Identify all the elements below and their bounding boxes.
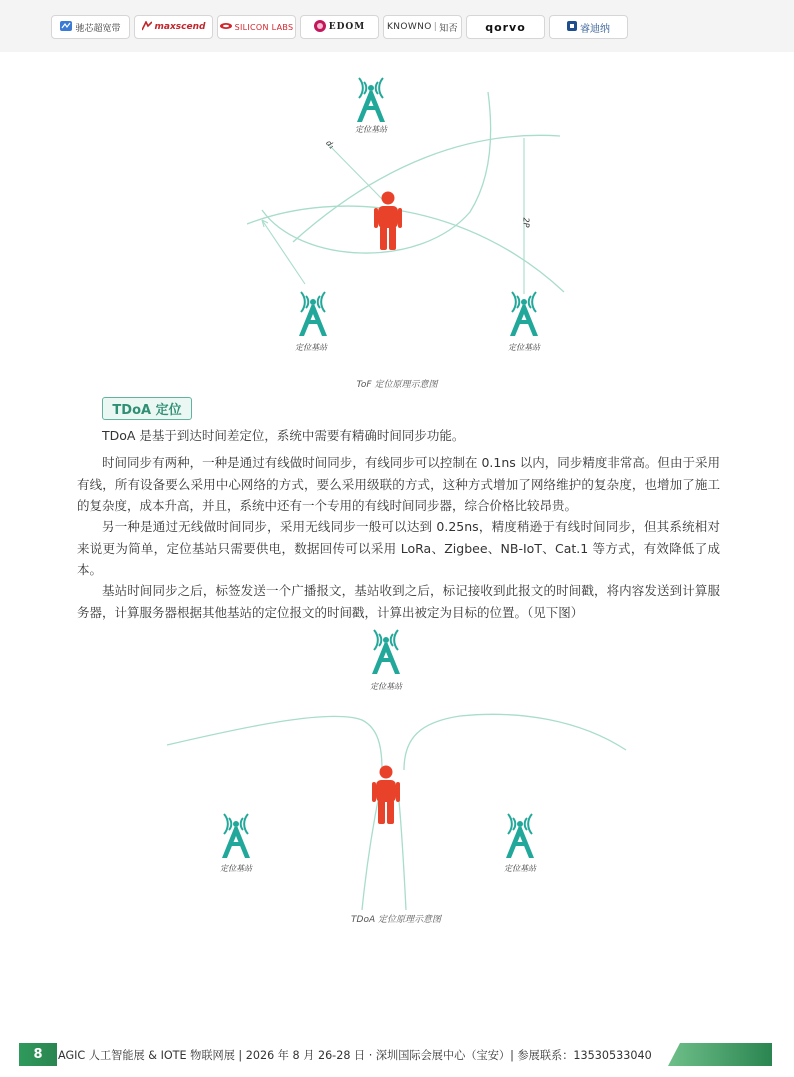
edom-logo-icon [314,20,326,35]
paragraph-wireless-sync: 另一种是通过无线做时间同步，采用无线同步一般可以达到 0.25ns，精度稍逊于有线时间同步，但其系统相对来说更为简单，定位基站只需要供电，数据回传可以采用 LoRa、Zigbee、NB-IoT、Cat.1 等方式，有效降低了成本。 [77,519,720,577]
page-number: 8 [19,1043,57,1066]
logo-silicon-labs: SILICON LABS [217,15,296,39]
tof-diagram-svg [0,52,794,397]
base-station-right-icon [510,292,538,336]
ruidina-logo-icon [567,21,577,34]
logo-qorvo: qorvo [466,15,545,39]
tower-label-left: 定位基站 [295,343,327,352]
tdoa-base-station-top-icon [372,630,400,674]
target-person-icon [374,192,402,251]
tower-label-top: 定位基站 [355,125,387,134]
distance-line-top [328,144,383,200]
range-arc-top [262,92,491,253]
base-station-top-icon [357,78,385,122]
tdoa-tower-label-right: 定位基站 [504,864,536,873]
page-footer [0,1043,794,1067]
tdoa-diagram-svg [0,610,794,930]
logo-chixin: 驰芯超宽带 [51,15,130,39]
paragraph-intro: TDoA 是基于到达时间差定位，系统中需要有精确时间同步功能。 [102,428,465,443]
logo-maxscend: maxscend [134,15,213,39]
tdoa-base-station-left-icon [222,814,250,858]
footer-accent-bar [668,1043,772,1066]
hyperbola-bottom-right [398,790,406,910]
paragraph-process: 基站时间同步之后，标签发送一个广播报文，基站收到之后，标记接收到此报文的时间戳，将内容发送到计算服务器，计算服务器根据其他基站的定位报文的时间戳，计算出被定为目标的位置。（见下图） [77,583,720,620]
logo-knowno: KNOWNO | 知否 [383,15,462,39]
logo-ruidina: 睿迪纳 [549,15,628,39]
distance-label-2p: 2P [521,217,531,228]
silicon-labs-logo-icon [220,22,232,32]
hyperbola-right [404,714,626,770]
tdoa-tower-label-left: 定位基站 [220,864,252,873]
paragraph-wired-sync: 时间同步有两种，一种是通过有线做时间同步，有线同步可以控制在 0.1ns 以内，同步精度非常高。但由于采用有线，所有设备要么采用中心网络的方式，要么采用级联的方式，这种方式增加了网络维护的复杂度，也增加了施工的复杂度，成本升高，并且，系统中还有一个专用的有线时间同步器，综合价格比较昂贵。 [77,455,720,513]
tdoa-target-person-icon [372,766,400,825]
hyperbola-bottom-left [362,790,380,910]
tdoa-tower-label-top: 定位基站 [370,682,402,691]
footer-event-info: AGIC 人工智能展 & IOTE 物联网展 | 2026 年 8 月 26-28 日 · 深圳国际会展中心（宝安）| 参展联系：13530533040 [58,1048,652,1062]
logo-edom: EDOM [300,15,379,39]
chixin-logo-icon [60,21,72,34]
partner-logo-strip [0,0,794,52]
range-arc-right [293,135,560,242]
section-title-tdoa: TDoA 定位 [102,397,192,420]
base-station-left-icon [299,292,327,336]
hyperbola-left [167,716,382,770]
tdoa-base-station-right-icon [506,814,534,858]
figure-caption-tdoa: TDoA 定位原理示意图 [351,915,441,925]
figure-caption-tof: ToF 定位原理示意图 [356,380,438,390]
tdoa-diagram [0,610,794,930]
maxscend-logo-icon [142,21,152,34]
tof-diagram [0,52,794,397]
tower-label-right: 定位基站 [508,343,540,352]
distance-label-d1: d₁ [324,138,337,151]
distance-line-left [262,220,305,284]
